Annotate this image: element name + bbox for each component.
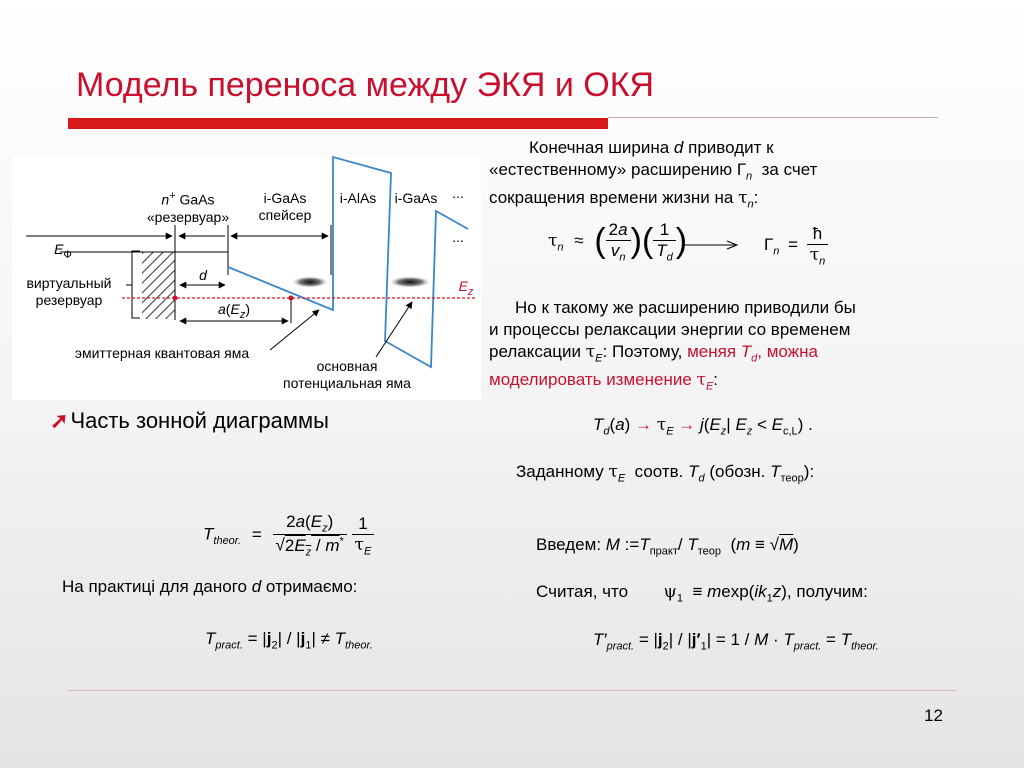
spacer-label: i-GaAs спейсер bbox=[258, 190, 312, 223]
slide-title: Модель переноса между ЭКЯ и ОКЯ bbox=[76, 66, 655, 104]
virtual-reservoir-label: виртуальный резервуар bbox=[26, 275, 112, 308]
gaas-label: i-GaAs bbox=[394, 190, 438, 206]
formula-tau-n: $\tau_n$ ≈ ( $\frac{2a}{v_n}$ )( $\frac{1}{T_d}$ ) bbox=[548, 220, 688, 264]
virtual-reservoir-bracket bbox=[126, 251, 140, 318]
bullet-arrow-icon: ➚ bbox=[50, 408, 69, 433]
footer-rule bbox=[68, 690, 956, 691]
reservoir-hatch bbox=[142, 252, 175, 319]
formula-t-prime-pract: $T'_{pract.} = |j_2| / |j'_1| = 1 / M \cdot T_{pract.} = T_{theor.}$ bbox=[593, 630, 879, 653]
page-number: 12 bbox=[924, 706, 943, 725]
introduce-m-line: Введем: M $:=T_{практ}/$ $T_{теор}$ (m ≡ √M) bbox=[536, 535, 799, 558]
title-underline-red bbox=[68, 118, 608, 129]
ez-label: $E_z$ bbox=[458, 278, 474, 298]
conduction-band-profile bbox=[228, 157, 468, 367]
bullet-band-diagram: ➚Часть зонной диаграммы bbox=[50, 408, 329, 433]
emitter-well-label: эмиттерная квантовая яма bbox=[74, 345, 250, 361]
d-label: d bbox=[199, 267, 207, 283]
main-well-label: основная потенциальная яма bbox=[283, 358, 411, 391]
more-dots-mid: ... bbox=[452, 229, 464, 245]
more-dots-top: ... bbox=[452, 185, 464, 201]
title-underline-gray bbox=[608, 117, 938, 118]
implies-arrow bbox=[683, 239, 739, 251]
fermi-label: $E_Ф$ bbox=[54, 241, 72, 261]
given-tau-line: Заданному $\tau_E$ соотв. $T_d$ (обозн. $T_{теор}$): bbox=[516, 462, 815, 485]
formula-gamma-n: $Г_n$ = $\frac{ħ}{\tau_n}$ bbox=[764, 224, 828, 267]
paragraph-relaxation: Но к такому же расширению приводили бы и процессы релаксации энергии со временем релаксации $\tau_E$: Поэтому, меняя $T_d$, можна моделировать изменение $\tau_E$: bbox=[489, 298, 856, 393]
assuming-line: Считая, что $\psi_1 \equiv mexp(ik_1z)$, получим: bbox=[536, 582, 868, 605]
alas-label: i-AlAs bbox=[339, 190, 377, 206]
formula-t-pract: $T_{pract.} = |j_2| / |j_1| \ne T_{theor.}$ bbox=[205, 629, 373, 652]
a-ez-label: $a(E_z)$ bbox=[218, 301, 250, 321]
wavefunction-blob-main bbox=[388, 276, 432, 288]
paragraph-finite-width: Конечная ширина d приводит к «естественному» расширению $Г_n$ за счет сокращения времени жизни на $\tau_n$: bbox=[489, 138, 818, 211]
wavefunction-blob-emitter bbox=[291, 276, 329, 288]
reservoir-label: n+ GaAs «резервуар» bbox=[146, 190, 230, 225]
band-diagram-figure bbox=[12, 155, 481, 400]
ez-point-right bbox=[289, 296, 294, 301]
practice-line: На практиці для даного d отримаємо: bbox=[62, 577, 358, 596]
formula-chain: $T_d(a) \to \tau_E \to j(E_z|$ $E_z < E_{c,L}$) . bbox=[593, 415, 813, 438]
ez-point-left bbox=[173, 296, 178, 301]
formula-t-theor: $T_{theor.}$ = $\frac{2a(E_z)}{√2E_z / m^*}$ $\frac{1}{\tau_E}$ bbox=[203, 512, 374, 558]
